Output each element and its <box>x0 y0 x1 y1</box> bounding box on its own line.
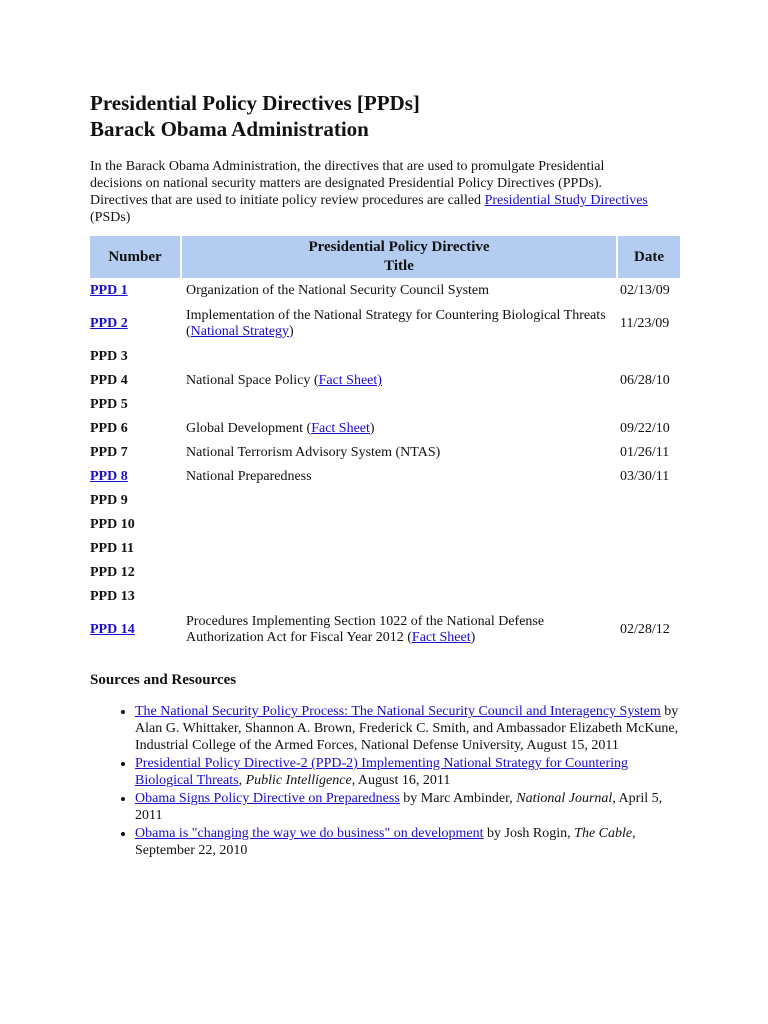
page-title-line1: Presidential Policy Directives [PPDs] <box>90 91 420 115</box>
sources-heading: Sources and Resources <box>90 672 237 688</box>
ppd-title-suffix: ) <box>369 421 375 436</box>
source-item <box>135 825 683 859</box>
ppd-date: 01/26/11 <box>620 445 670 460</box>
ppd-number-cell <box>90 562 180 584</box>
number-header: Number <box>90 236 180 278</box>
ppd-number-cell <box>90 442 180 464</box>
ppd-title-cell <box>182 442 616 464</box>
ppd-title-cell <box>182 346 616 368</box>
source-date: , April 5, 2011 <box>135 791 663 823</box>
page-title <box>90 90 682 142</box>
table-body <box>90 280 680 650</box>
date-header: Date <box>618 236 680 278</box>
ppd-number-cell <box>90 466 180 488</box>
table-row <box>90 610 680 650</box>
ppd-title: National Preparedness <box>186 469 312 484</box>
ppd-title: National Terrorism Advisory System (NTAS) <box>186 445 441 460</box>
ppd-title-cell <box>182 514 616 536</box>
table-header-row <box>90 236 680 278</box>
source-item <box>135 755 683 789</box>
table-row <box>90 514 680 536</box>
source-item <box>135 790 683 824</box>
ppd-title-cell <box>182 490 616 512</box>
ppd-title-link[interactable]: National Strategy <box>190 324 290 339</box>
ppd-date <box>618 562 680 584</box>
ppd-number: PPD 6 <box>90 421 128 436</box>
ppd-title-cell <box>182 466 616 488</box>
ppd-title: Global Development ( <box>186 421 312 436</box>
source-text: by Josh Rogin, <box>483 826 575 841</box>
ppd-title-link[interactable]: Fact Sheet) <box>318 373 382 388</box>
table-row <box>90 370 680 392</box>
ppd-number: PPD 10 <box>90 517 135 532</box>
sources-list <box>90 703 683 859</box>
table-row <box>90 538 680 560</box>
ppd-date <box>618 586 680 608</box>
intro-paragraph <box>90 158 650 226</box>
table-row <box>90 442 680 464</box>
table-row <box>90 586 680 608</box>
intro-text: In the Barack Obama Administration, the directives that are used to promulgate Presidential decisions on national security matters are designated Presidential Policy Directives (PPDs). Directives that are used to initiate policy review procedures are called <box>90 159 605 208</box>
page-title-line2: Barack Obama Administration <box>90 117 369 141</box>
ppd-date <box>618 394 680 416</box>
ppd-title-cell <box>182 538 616 560</box>
ppd-number-link[interactable]: PPD 8 <box>90 469 128 484</box>
source-text: , <box>238 773 246 788</box>
ppd-number-cell <box>90 418 180 440</box>
ppd-number: PPD 4 <box>90 373 128 388</box>
source-date: , August 16, 2011 <box>351 773 451 788</box>
ppd-number: PPD 11 <box>90 541 134 556</box>
ppd-title: Procedures Implementing Section 1022 of the National Defense Authorization Act for Fiscal Year 2012 ( <box>186 614 545 645</box>
table-row <box>90 418 680 440</box>
ppd-title-cell <box>182 610 616 650</box>
source-text: by Alan G. Whittaker, Shannon A. Brown, Frederick C. Smith, and Ambassador Elizabeth McKune, Industrial College of the Armed Forces, National Defense University, August 15, 2011 <box>135 704 679 753</box>
ppd-date <box>618 346 680 368</box>
ppd-title-suffix: ) <box>289 324 294 339</box>
ppd-title-cell <box>182 562 616 584</box>
ppd-number-cell <box>90 490 180 512</box>
source-publication: Public Intelligence <box>245 773 352 788</box>
source-publication: The Cable <box>574 826 633 841</box>
document-page <box>90 90 682 860</box>
title-header-line1: Presidential Policy Directive <box>308 239 490 255</box>
ppd-date: 06/28/10 <box>620 373 670 388</box>
ppd-date: 11/23/09 <box>620 316 670 331</box>
ppd-table <box>88 234 682 652</box>
ppd-title: Organization of the National Security Council System <box>186 283 490 298</box>
title-header <box>182 236 616 278</box>
ppd-number-cell <box>90 538 180 560</box>
ppd-number-cell <box>90 304 180 344</box>
ppd-number: PPD 12 <box>90 565 135 580</box>
ppd-number-cell <box>90 514 180 536</box>
table-row <box>90 394 680 416</box>
source-item <box>135 703 683 754</box>
ppd-date: 02/28/12 <box>620 622 670 637</box>
ppd-title-link[interactable]: Fact Sheet <box>411 630 471 645</box>
table-row <box>90 562 680 584</box>
ppd-number-link[interactable]: PPD 14 <box>90 622 135 637</box>
ppd-date <box>618 514 680 536</box>
ppd-number: PPD 7 <box>90 445 128 460</box>
ppd-date: 02/13/09 <box>620 283 670 298</box>
ppd-number-cell <box>90 280 180 302</box>
table-row <box>90 346 680 368</box>
ppd-title-cell <box>182 370 616 392</box>
source-link[interactable]: The National Security Policy Process: The National Security Council and Interagency System <box>135 704 661 719</box>
ppd-number-cell <box>90 394 180 416</box>
table-row <box>90 304 680 344</box>
ppd-number-cell <box>90 370 180 392</box>
ppd-number: PPD 9 <box>90 493 128 508</box>
ppd-title: National Space Policy ( <box>186 373 319 388</box>
intro-text-end: (PSDs) <box>90 210 131 225</box>
ppd-number-cell <box>90 586 180 608</box>
ppd-number-link[interactable]: PPD 2 <box>90 316 128 331</box>
ppd-title-cell <box>182 394 616 416</box>
source-date: , September 22, 2010 <box>135 826 636 858</box>
source-text: by Marc Ambinder, <box>399 791 517 806</box>
table-row <box>90 466 680 488</box>
ppd-title-cell <box>182 304 616 344</box>
title-header-line2: Title <box>384 258 414 274</box>
ppd-number: PPD 13 <box>90 589 135 604</box>
ppd-date: 03/30/11 <box>620 469 670 484</box>
ppd-number-cell <box>90 610 180 650</box>
ppd-number: PPD 3 <box>90 349 128 364</box>
ppd-date: 09/22/10 <box>620 421 670 436</box>
source-link[interactable]: Obama Signs Policy Directive on Preparedness <box>135 791 400 806</box>
source-link[interactable]: Presidential Policy Directive-2 (PPD-2) Implementing National Strategy for Countering Biological Threats <box>135 756 629 788</box>
table-row <box>90 490 680 512</box>
psd-link[interactable]: Presidential Study Directives <box>484 193 648 208</box>
ppd-number-cell <box>90 346 180 368</box>
ppd-title-cell <box>182 418 616 440</box>
ppd-title-link[interactable]: Fact Sheet <box>311 421 370 436</box>
source-publication: National Journal <box>516 791 613 806</box>
source-link[interactable]: Obama is "changing the way we do business" on development <box>135 826 484 841</box>
ppd-title: Implementation of the National Strategy for Countering Biological Threats ( <box>186 308 606 339</box>
ppd-date <box>618 538 680 560</box>
ppd-number-link[interactable]: PPD 1 <box>90 283 128 298</box>
ppd-title-cell <box>182 586 616 608</box>
ppd-date <box>618 490 680 512</box>
table-row <box>90 280 680 302</box>
ppd-title-cell <box>182 280 616 302</box>
ppd-title-suffix: ) <box>470 630 476 645</box>
ppd-number: PPD 5 <box>90 397 128 412</box>
